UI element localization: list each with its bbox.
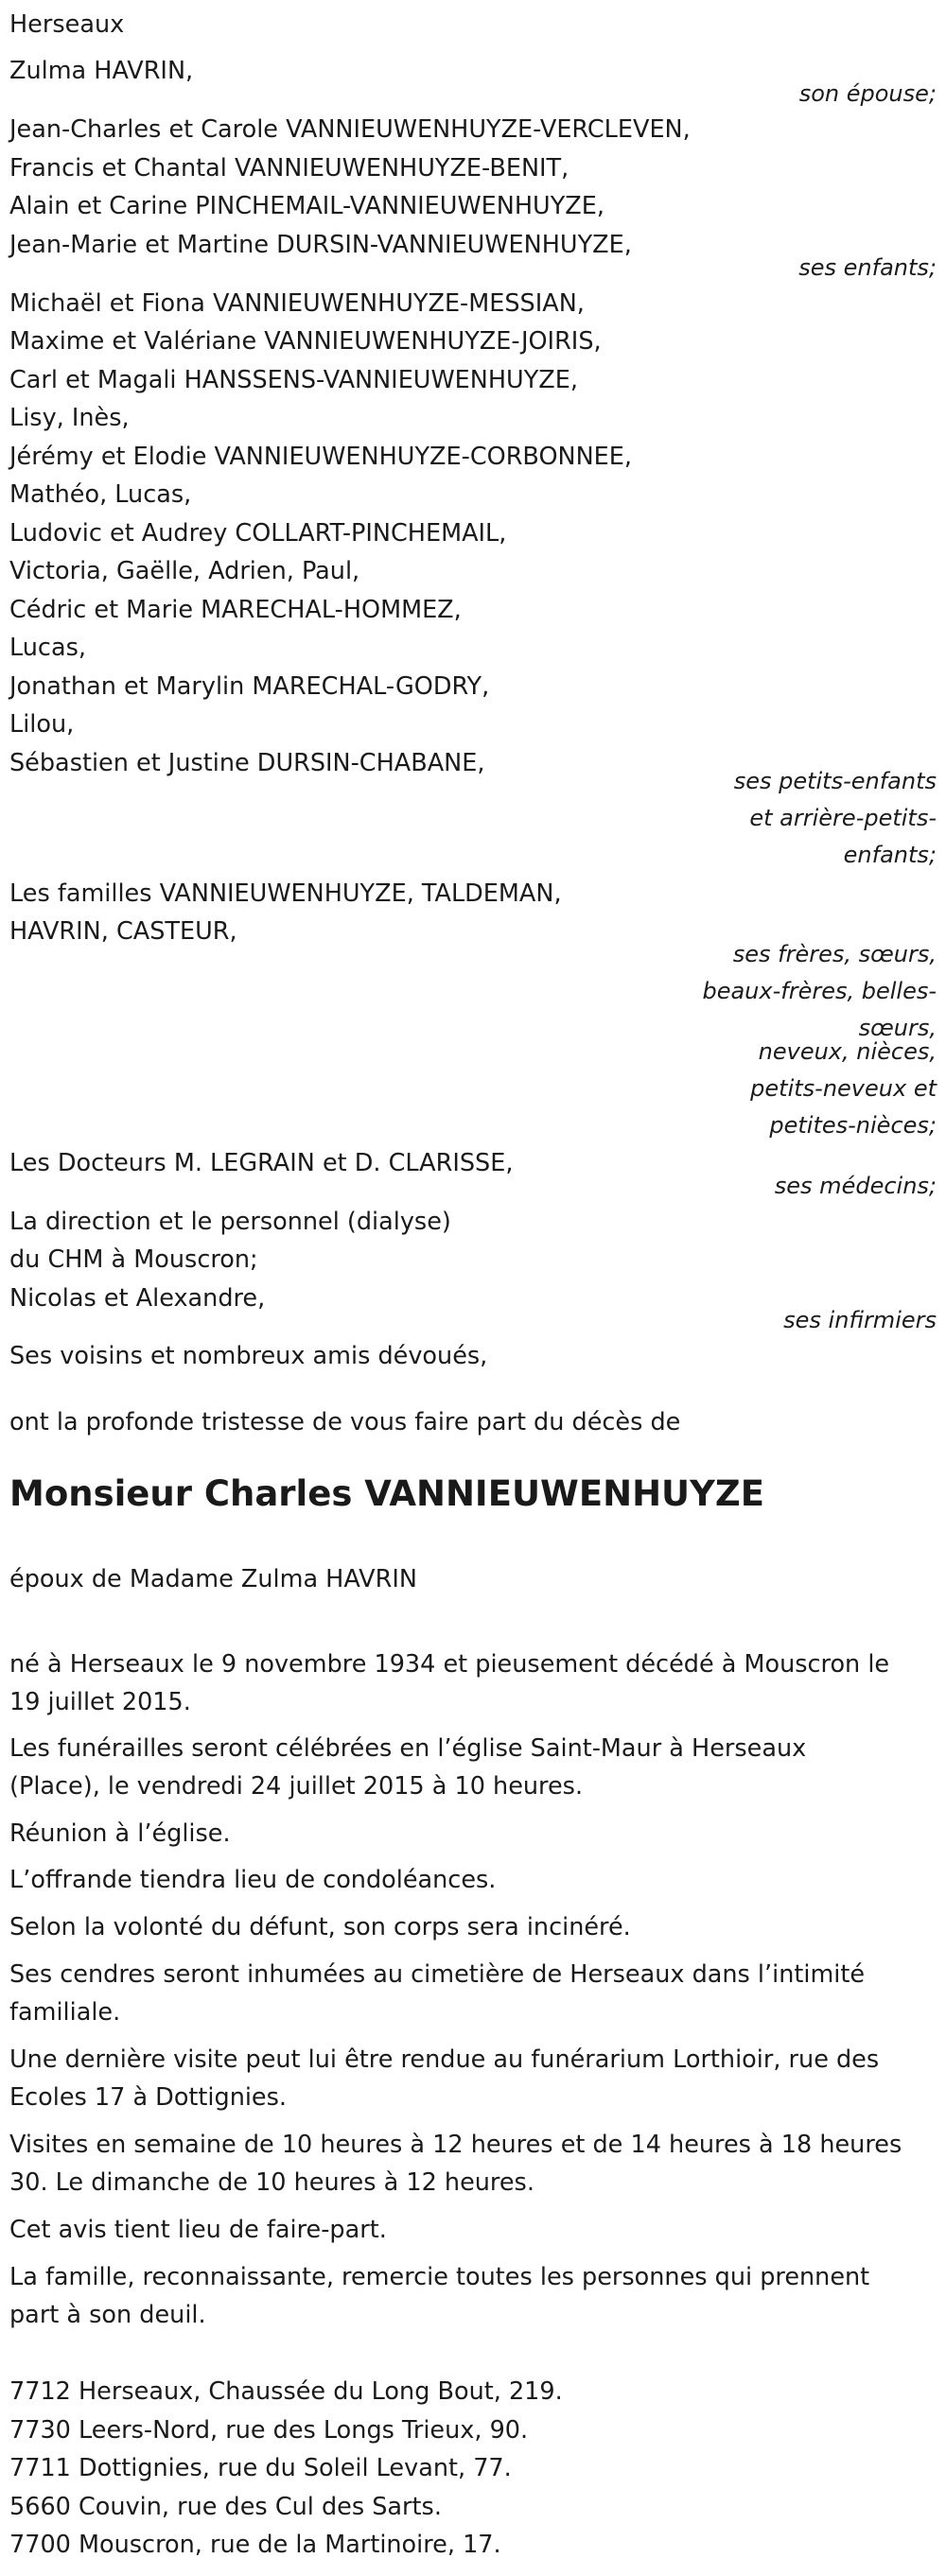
child-line: Alain et Carine PINCHEMAIL-VANNIEUWENHUYZE,: [9, 192, 604, 220]
families-line: Les familles VANNIEUWENHUYZE, TALDEMAN,: [9, 879, 562, 908]
detail-line: Réunion à l’église.: [9, 1819, 231, 1848]
address-line: 5660 Couvin, rue des Cul des Sarts.: [9, 2493, 442, 2521]
nurses-line: du CHM à Mouscron;: [9, 1245, 258, 1274]
detail-line: L’offrande tiendra lieu de condoléances.: [9, 1866, 497, 1894]
child-line: Jean-Marie et Martine DURSIN-VANNIEUWENHUYZE,: [9, 231, 632, 259]
grandchildren-role-line: et arrière-petits-: [749, 805, 937, 831]
detail-line: né à Herseaux le 9 novembre 1934 et pieusement décédé à Mouscron le: [9, 1650, 890, 1679]
detail-line: Cet avis tient lieu de faire-part.: [9, 2216, 387, 2244]
grandchild-line: Mathéo, Lucas,: [9, 480, 192, 509]
grandchild-line: Jonathan et Marylin MARECHAL-GODRY,: [9, 672, 490, 701]
families-role-line: petites-nièces;: [769, 1112, 937, 1139]
deceased-spouse-line: époux de Madame Zulma HAVRIN: [9, 1565, 417, 1593]
grandchild-line: Michaël et Fiona VANNIEUWENHUYZE-MESSIAN,: [9, 289, 585, 318]
children-role: ses enfants;: [798, 254, 937, 281]
nurses-line: Nicolas et Alexandre,: [9, 1284, 266, 1313]
child-line: Francis et Chantal VANNIEUWENHUYZE-BENIT,: [9, 154, 569, 183]
grandchildren-role-line: ses petits-enfants: [733, 768, 937, 794]
deceased-name: Monsieur Charles VANNIEUWENHUYZE: [9, 1473, 764, 1514]
address-line: 7711 Dottignies, rue du Soleil Levant, 77.: [9, 2454, 512, 2482]
grandchild-line: Lilou,: [9, 710, 75, 739]
detail-line: Visites en semaine de 10 heures à 12 heures et de 14 heures à 18 heures: [9, 2131, 902, 2159]
families-role-line: petits-neveux et: [750, 1075, 937, 1102]
nurses-line: La direction et le personnel (dialyse): [9, 1208, 451, 1236]
detail-line: Les funérailles seront célébrées en l’église Saint-Maur à Herseaux: [9, 1734, 807, 1763]
address-line: 7700 Mouscron, rue de la Martinoire, 17.: [9, 2531, 501, 2559]
grandchild-line: Lisy, Inès,: [9, 404, 130, 432]
families-line: HAVRIN, CASTEUR,: [9, 917, 237, 946]
doctors-role: ses médecins;: [774, 1173, 937, 1199]
detail-line: Ses cendres seront inhumées au cimetière de Herseaux dans l’intimité: [9, 1960, 866, 1989]
detail-line: 30. Le dimanche de 10 heures à 12 heures.: [9, 2168, 534, 2197]
detail-line: part à son deuil.: [9, 2301, 206, 2329]
families-role-line: neveux, nièces,: [758, 1038, 937, 1065]
announcement-line: ont la profonde tristesse de vous faire part du décès de: [9, 1408, 681, 1436]
friends-line: Ses voisins et nombreux amis dévoués,: [9, 1342, 488, 1370]
grandchildren-role-line: enfants;: [843, 842, 937, 868]
spouse-name: Zulma HAVRIN,: [9, 57, 194, 85]
address-line: 7712 Herseaux, Chaussée du Long Bout, 219.: [9, 2377, 563, 2406]
families-role-line: ses frères, sœurs,: [732, 941, 937, 967]
detail-line: familiale.: [9, 1998, 121, 2027]
address-line: 7730 Leers-Nord, rue des Longs Trieux, 90.: [9, 2416, 529, 2445]
detail-line: Une dernière visite peut lui être rendue au funérarium Lorthioir, rue des: [9, 2045, 880, 2074]
detail-line: Ecoles 17 à Dottignies.: [9, 2083, 288, 2112]
grandchild-line: Maxime et Valériane VANNIEUWENHUYZE-JOIRIS,: [9, 327, 602, 356]
place-header: Herseaux: [9, 10, 125, 39]
detail-line: Selon la volonté du défunt, son corps sera incinéré.: [9, 1913, 631, 1941]
detail-line: La famille, reconnaissante, remercie toutes les personnes qui prennent: [9, 2263, 870, 2291]
nurses-role: ses infirmiers: [783, 1307, 937, 1333]
spouse-role: son épouse;: [798, 80, 937, 107]
grandchild-line: Victoria, Gaëlle, Adrien, Paul,: [9, 557, 360, 585]
grandchild-line: Sébastien et Justine DURSIN-CHABANE,: [9, 749, 485, 777]
grandchild-line: Cédric et Marie MARECHAL-HOMMEZ,: [9, 596, 462, 624]
families-role-line: beaux-frères, belles-: [702, 978, 937, 1004]
doctors-line: Les Docteurs M. LEGRAIN et D. CLARISSE,: [9, 1149, 514, 1177]
detail-line: (Place), le vendredi 24 juillet 2015 à 10 heures.: [9, 1772, 584, 1801]
child-line: Jean-Charles et Carole VANNIEUWENHUYZE-VERCLEVEN,: [9, 115, 691, 144]
grandchild-line: Lucas,: [9, 634, 86, 662]
families-role-line: sœurs,: [858, 1015, 937, 1041]
grandchild-line: Jérémy et Elodie VANNIEUWENHUYZE-CORBONNEE,: [9, 443, 633, 471]
grandchild-line: Ludovic et Audrey COLLART-PINCHEMAIL,: [9, 519, 507, 548]
detail-line: 19 juillet 2015.: [9, 1688, 191, 1716]
grandchild-line: Carl et Magali HANSSENS-VANNIEUWENHUYZE,: [9, 366, 578, 394]
